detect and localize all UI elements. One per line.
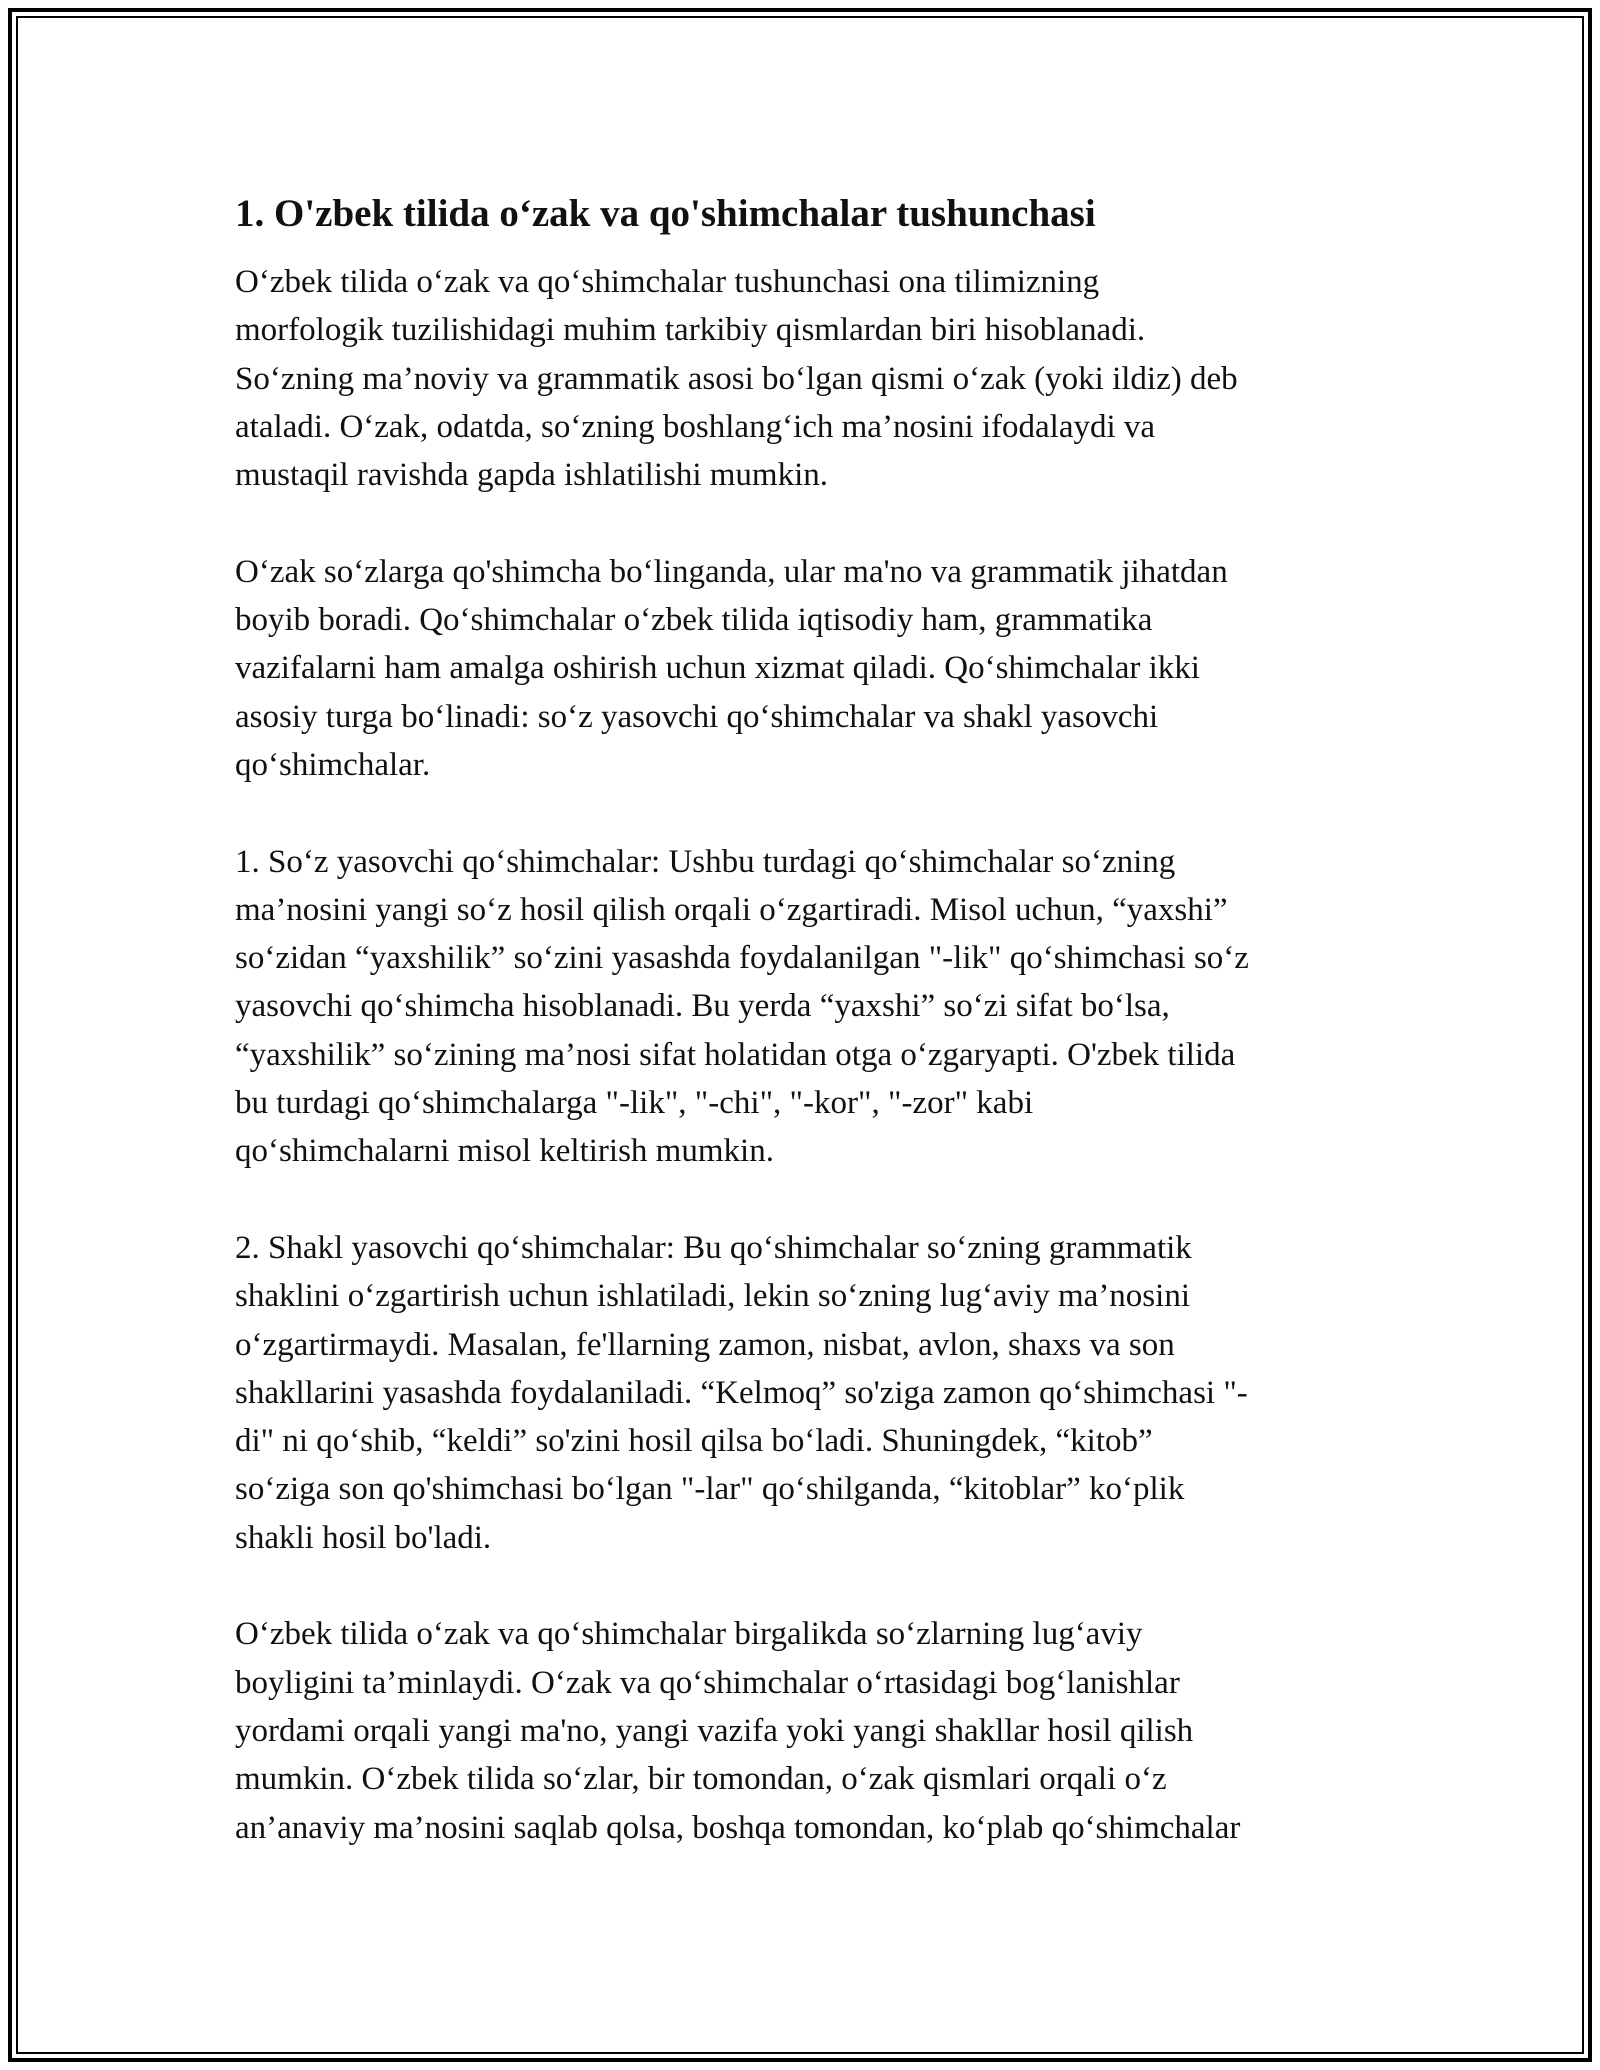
text-line: O‘zbek tilida o‘zak va qo‘shimchalar birgalikda so‘zlarning lug‘aviy [235,1616,1143,1653]
text-line: o‘zgartirmaydi. Masalan, fe'llarning zamon, nisbat, avlon, shaxs va son [235,1326,1175,1363]
text-line: mumkin. O‘zbek tilida so‘zlar, bir tomondan, o‘zak qismlari orqali o‘z [235,1761,1167,1798]
text-line: ataladi. O‘zak, odatda, so‘zning boshlang‘ich ma’nosini ifodalaydi va [235,408,1156,445]
text-line: qo‘shimchalar. [235,746,431,783]
text-line: “yaxshilik” so‘zining ma’nosi sifat holatidan otga o‘zgaryapti. O'zbek tilida [235,1036,1236,1073]
paragraph-5 [235,1610,1375,1851]
document-body [235,186,1375,1900]
text-line: O‘zak so‘zlarga qo'shimcha bo‘linganda, ular ma'no va grammatik jihatdan [235,553,1228,590]
paragraph-1 [235,258,1375,499]
document-title: 1. O'zbek tilida o‘zak va qo'shimchalar tushunchasi [235,192,1096,235]
text-line: 2. Shakl yasovchi qo‘shimchalar: Bu qo‘shimchalar so‘zning grammatik [235,1229,1192,1266]
paragraph-4-list-item [235,1224,1375,1562]
paragraph-3-list-item [235,838,1375,1176]
text-line: qo‘shimchalarni misol keltirish mumkin. [235,1133,774,1170]
text-line: vazifalarni ham amalga oshirish uchun xizmat qiladi. Qo‘shimchalar ikki [235,650,1200,687]
text-line: boyib boradi. Qo‘shimchalar o‘zbek tilida iqtisodiy ham, grammatika [235,602,1153,639]
text-line: asosiy turga bo‘linadi: so‘z yasovchi qo‘shimchalar va shakl yasovchi [235,698,1159,735]
text-line: yasovchi qo‘shimcha hisoblanadi. Bu yerda “yaxshi” so‘zi sifat bo‘lsa, [235,988,1170,1025]
text-line: shakllarini yasashda foydalaniladi. “Kelmoq” so'ziga zamon qo‘shimchasi "- [235,1374,1248,1411]
text-line: so‘ziga son qo'shimchasi bo‘lgan "-lar" qo‘shilganda, “kitoblar” ko‘plik [235,1471,1185,1508]
text-line: ma’nosini yangi so‘z hosil qilish orqali o‘zgartiradi. Misol uchun, “yaxshi” [235,891,1228,928]
text-line: bu turdagi qo‘shimchalarga "-lik", "-chi", "-kor", "-zor" kabi [235,1085,1034,1122]
text-line: yordami orqali yangi ma'no, yangi vazifa yoki yangi shakllar hosil qilish [235,1712,1194,1749]
text-line: boyligini ta’minlaydi. O‘zak va qo‘shimchalar o‘rtasidagi bog‘lanishlar [235,1664,1180,1701]
text-line: morfologik tuzilishidagi muhim tarkibiy qismlardan biri hisoblanadi. [235,312,1146,349]
text-line: So‘zning ma’noviy va grammatik asosi bo‘lgan qismi o‘zak (yoki ildiz) deb [235,360,1238,397]
text-line: an’anaviy ma’nosini saqlab qolsa, boshqa tomondan, ko‘plab qo‘shimchalar [235,1809,1241,1846]
paragraph-2 [235,548,1375,789]
text-line: 1. So‘z yasovchi qo‘shimchalar: Ushbu turdagi qo‘shimchalar so‘zning [235,843,1176,880]
text-line: di" ni qo‘shib, “keldi” so'zini hosil qilsa bo‘ladi. Shuningdek, “kitob” [235,1423,1153,1460]
text-line: O‘zbek tilida o‘zak va qo‘shimchalar tushunchasi ona tilimizning [235,264,1100,300]
text-line: shakli hosil bo'ladi. [235,1519,492,1556]
text-line: mustaqil ravishda gapda ishlatilishi mumkin. [235,457,829,494]
text-line: shaklini o‘zgartirish uchun ishlatiladi, lekin so‘zning lug‘aviy ma’nosini [235,1278,1190,1315]
text-line: so‘zidan “yaxshilik” so‘zini yasashda foydalanilgan "-lik" qo‘shimchasi so‘z [235,940,1249,977]
